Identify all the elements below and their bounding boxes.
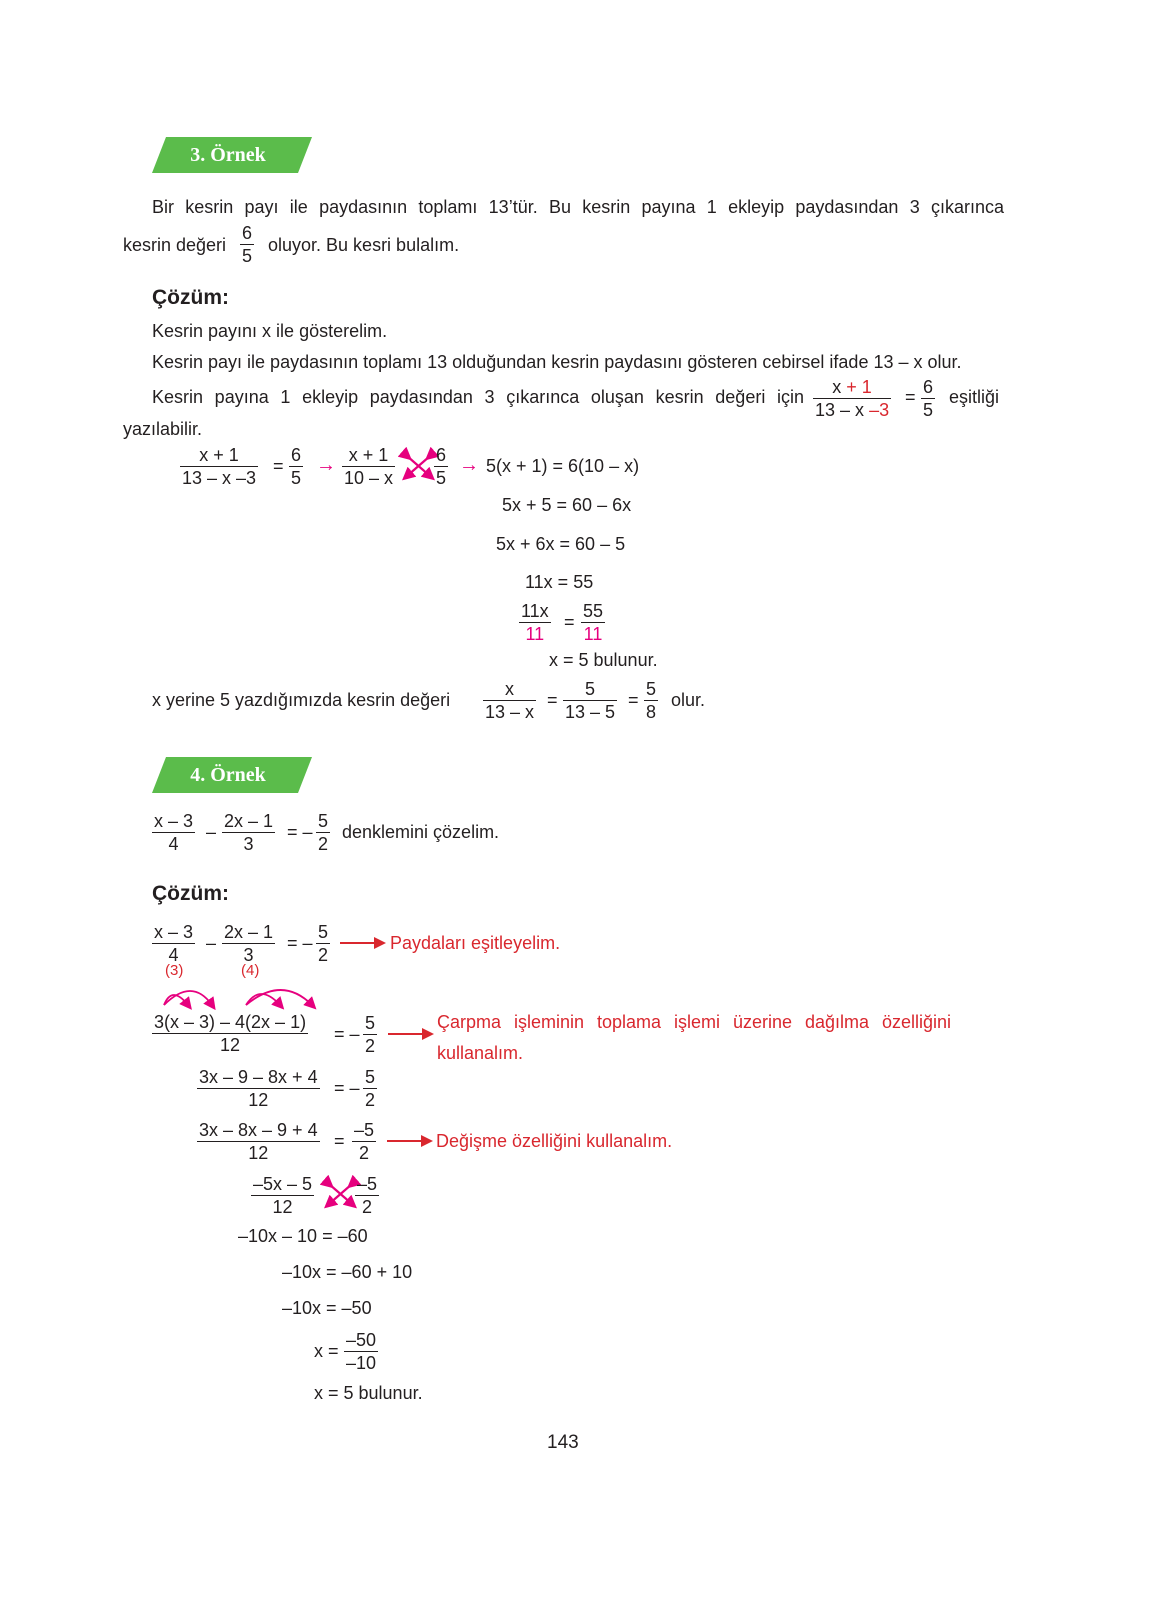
fraction-denominator: 10 – x [344, 468, 394, 488]
l4-fraction [197, 1119, 320, 1164]
final-statement-start: x yerine 5 yazdığımızda kesrin değeri [152, 690, 451, 710]
fraction-numerator: 2x – 1 [224, 811, 274, 831]
fraction-denominator: 4 [152, 943, 195, 966]
fraction-denominator: 3 [222, 943, 275, 966]
minus-sign: – [206, 822, 217, 842]
fraction-denominator: 2 [365, 1090, 376, 1110]
equals-minus-sign: = – [287, 822, 313, 842]
equals-sign: = [273, 456, 284, 476]
denominator-13-minus-x: 13 – x [815, 400, 865, 420]
fraction-numerator: 3x – 9 – 8x + 4 [199, 1067, 318, 1087]
fraction-numerator: x – 3 [154, 922, 194, 942]
fraction-numerator: 5 [318, 811, 329, 831]
long-arrow-icon [387, 1134, 433, 1148]
equation-step-7: –10x = –60 + 10 [282, 1262, 413, 1282]
eq7-rhs-fraction [581, 600, 605, 645]
question-fraction [240, 222, 254, 267]
note-distribution-line-2: kullanalım. [437, 1043, 524, 1063]
fraction-denominator: 13 – x –3 [182, 468, 257, 488]
fraction-denominator: 13 – 5 [565, 702, 616, 722]
minus-sign: – [206, 933, 217, 953]
equals-sign: = [564, 612, 575, 632]
numerator-plus-one: + 1 [846, 377, 872, 397]
fraction-numerator: 6 [436, 445, 447, 465]
example-3-title: 3. Örnek [190, 144, 266, 166]
l1-fraction-c [316, 921, 330, 966]
arrow-icon: → [316, 454, 336, 476]
equation-step-6: –10x – 10 = –60 [238, 1226, 368, 1246]
fraction-numerator: 5 [365, 1013, 376, 1033]
equals-minus-sign: = – [334, 1024, 360, 1044]
arrow-icon: → [459, 454, 479, 476]
equals-minus-sign: = – [287, 933, 313, 953]
eq1-rhs-fraction [289, 444, 303, 489]
equation-result-4: x = 5 bulunur. [314, 1383, 423, 1403]
note-commutative: Değişme özelliğini kullanalım. [436, 1131, 673, 1151]
fraction-denominator: 4 [152, 832, 195, 855]
fraction-denominator: 3 [222, 832, 275, 855]
l3-fraction [197, 1066, 320, 1111]
eq2-lhs-fraction [342, 444, 395, 489]
multiplier-4: (4) [241, 962, 260, 979]
equals-sign: = [547, 690, 558, 710]
fraction-numerator: x + 1 [199, 445, 239, 465]
example-3-banner [152, 137, 312, 173]
l5-fraction [251, 1173, 314, 1218]
l9-fraction [344, 1329, 378, 1374]
question-line-2-end: oluyor. Bu kesri bulalım. [268, 235, 460, 255]
fraction-numerator: –5 [357, 1174, 378, 1194]
solution-step-3-start: Kesrin payına 1 ekleyip paydasından 3 çıkarınca oluşan kesrin değeri için [152, 387, 804, 407]
fraction-numerator: x [505, 679, 515, 699]
question-line-2-start: kesrin değeri [123, 235, 227, 255]
multiplier-3: (3) [165, 962, 184, 979]
final-fraction-b [563, 678, 617, 723]
equation-result: x = 5 bulunur. [549, 650, 658, 670]
long-arrow-icon [340, 936, 386, 950]
example-4-title: 4. Örnek [190, 764, 266, 786]
equation-step-3: 5x + 6x = 60 – 5 [496, 534, 626, 554]
final-statement-end: olur. [671, 690, 706, 710]
equals-sign: = [905, 387, 916, 407]
fraction-numerator [813, 376, 891, 398]
fraction-denominator [813, 398, 891, 421]
fraction-denominator: 5 [291, 468, 302, 488]
question-line-1: Bir kesrin payı ile paydasının toplamı 13’tür. Bu kesrin payına 1 ekleyip paydasından 3 çıkarınca [152, 197, 1004, 217]
fraction-numerator: –5x – 5 [253, 1174, 313, 1194]
equation-fraction-rhs [921, 376, 935, 421]
fraction-numerator: 5 [365, 1067, 376, 1087]
equals-minus-sign: = – [334, 1078, 360, 1098]
equation-step-4: 11x = 55 [525, 572, 594, 592]
fraction-denominator: 2 [355, 1195, 379, 1218]
fraction-numerator: 55 [583, 601, 604, 621]
fraction-numerator: 5 [646, 679, 657, 699]
fraction-numerator: x + 1 [348, 445, 389, 465]
l1-fraction-b [222, 921, 275, 966]
note-equalize-denominators: Paydaları eşitleyelim. [390, 933, 561, 953]
solution-heading-3: Çözüm: [152, 286, 229, 309]
cross-multiply-icon [326, 1180, 356, 1208]
fraction-numerator: 5 [318, 922, 329, 942]
numerator-x: x [832, 377, 842, 397]
equation-step-8: –10x = –50 [282, 1298, 372, 1318]
fraction-denominator: 2 [365, 1036, 376, 1056]
distribution-arrows-icon [158, 983, 328, 1013]
equals-sign: = [628, 690, 639, 710]
fraction-denominator: 12 [251, 1195, 314, 1218]
solution-step-2: Kesrin payı ile paydasının toplamı 13 olduğundan kesrin paydasını gösteren cebirsel ifade 13 – x olur. [152, 352, 962, 372]
fraction-denominator: 13 – x [485, 702, 535, 722]
fraction-numerator: –5 [354, 1120, 375, 1140]
note-distribution-line-1: Çarpma işleminin toplama işlemi üzerine dağılma özelliğini [437, 1012, 951, 1032]
solution-step-3-end: eşitliği [949, 387, 1000, 407]
fraction-denominator: 2 [352, 1141, 376, 1164]
denominator-minus-three: –3 [869, 400, 890, 420]
fraction-denominator: –10 [346, 1353, 377, 1373]
fraction-denominator: 5 [436, 468, 447, 488]
eq7-lhs-fraction [519, 600, 551, 645]
equation-fraction-lhs [813, 376, 891, 421]
fraction-numerator: 2x – 1 [224, 922, 274, 942]
solution-step-3-line-2: yazılabilir. [123, 419, 203, 439]
fraction-denominator: 2 [318, 834, 329, 854]
fraction-numerator: 3x – 8x – 9 + 4 [199, 1120, 318, 1140]
l5-rhs-fraction [355, 1173, 379, 1218]
l2-rhs-fraction [363, 1012, 377, 1057]
fraction-numerator: 11x [521, 601, 549, 621]
fraction-denominator: 12 [152, 1033, 308, 1056]
fraction-numerator: 5 [585, 679, 596, 699]
fraction-numerator: 6 [242, 223, 253, 243]
eq1-lhs-fraction [180, 444, 258, 489]
l4-rhs-fraction [352, 1119, 376, 1164]
l2-fraction [152, 1011, 308, 1056]
q4-fraction-a [152, 810, 195, 855]
question-4-text: denklemini çözelim. [342, 822, 500, 842]
q4-fraction-c [316, 810, 330, 855]
l1-fraction-a [152, 921, 195, 966]
final-fraction-a [483, 678, 536, 723]
fraction-denominator: 12 [197, 1141, 320, 1164]
fraction-denominator: 12 [197, 1088, 320, 1111]
fraction-numerator: –50 [346, 1330, 377, 1350]
fraction-denominator: 11 [519, 622, 551, 645]
long-arrow-icon [388, 1027, 434, 1041]
eq2-rhs-fraction [434, 444, 448, 489]
equation-step-1: 5(x + 1) = 6(10 – x) [486, 456, 640, 476]
fraction-denominator: 5 [923, 400, 934, 420]
fraction-denominator: 8 [646, 702, 657, 722]
equation-step-2: 5x + 5 = 60 – 6x [502, 495, 632, 515]
fraction-numerator: 6 [291, 445, 302, 465]
x-equals: x = [314, 1341, 339, 1361]
l3-rhs-fraction [363, 1066, 377, 1111]
page-number: 143 [547, 1432, 579, 1453]
example-4-banner [152, 757, 312, 793]
fraction-denominator: 2 [318, 945, 329, 965]
fraction-numerator: 6 [923, 377, 934, 397]
fraction-numerator: 3(x – 3) – 4(2x – 1) [154, 1012, 307, 1032]
fraction-denominator: 11 [581, 622, 605, 645]
final-fraction-c [644, 678, 658, 723]
fraction-denominator: 5 [242, 246, 253, 266]
cross-multiply-icon [404, 452, 434, 480]
q4-fraction-b [222, 810, 275, 855]
solution-heading-4: Çözüm: [152, 882, 229, 905]
solution-step-1: Kesrin payını x ile gösterelim. [152, 321, 388, 341]
equals-sign: = [334, 1131, 345, 1151]
fraction-numerator: x – 3 [154, 811, 194, 831]
